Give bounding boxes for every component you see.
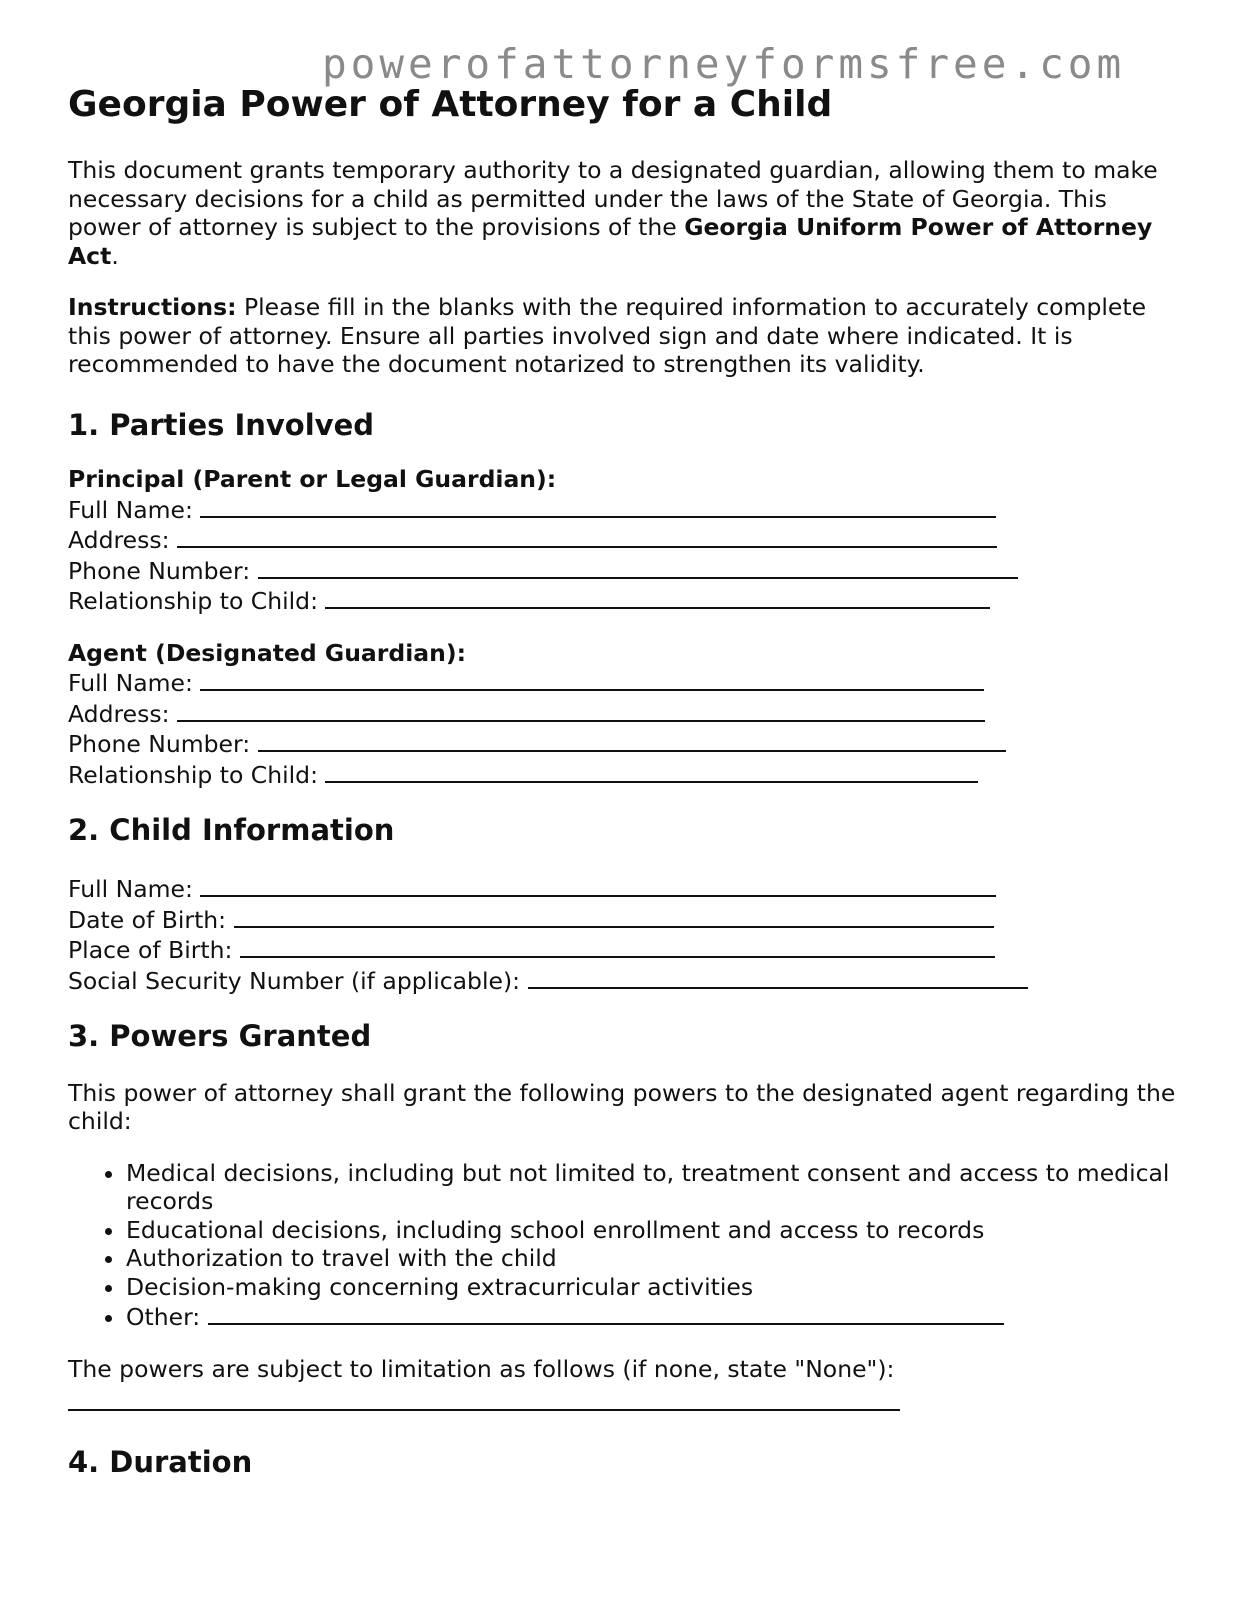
powers-item-other-label: Other: <box>126 1303 201 1332</box>
agent-phone-label: Phone Number: <box>68 730 251 759</box>
agent-full-name-blank[interactable] <box>200 667 984 691</box>
instructions-paragraph <box>68 293 1178 379</box>
agent-relationship-field <box>68 759 1178 790</box>
child-full-name-blank[interactable] <box>200 873 996 897</box>
child-dob-blank[interactable] <box>234 904 994 928</box>
child-pob-label: Place of Birth: <box>68 936 233 965</box>
agent-phone-field <box>68 728 1178 759</box>
powers-other-blank[interactable] <box>208 1301 1004 1325</box>
instructions-label: Instructions: <box>68 293 237 321</box>
agent-block <box>68 639 1178 790</box>
powers-item-other <box>126 1301 1178 1332</box>
principal-heading: Principal (Parent or Legal Guardian): <box>68 465 557 494</box>
principal-relationship-field <box>68 585 1178 616</box>
principal-relationship-blank[interactable] <box>325 585 990 609</box>
principal-full-name-field <box>68 494 1178 525</box>
watermark: powerofattorneyformsfree.com <box>322 40 1126 88</box>
agent-address-label: Address: <box>68 699 170 728</box>
child-ssn-field <box>68 965 1178 996</box>
agent-address-field <box>68 698 1178 729</box>
child-ssn-blank[interactable] <box>528 965 1028 989</box>
instructions-text: Please fill in the blanks with the required information to accurately complete this power of attorney. Ensure all parties involved sign and date where indicated. It is recommended to have the document notarized to strengthen its validity. <box>68 293 1147 378</box>
powers-list <box>68 1159 1178 1332</box>
document-title: Georgia Power of Attorney for a Child <box>68 84 833 125</box>
agent-full-name-label: Full Name: <box>68 669 193 698</box>
powers-item-educational: • Educational decisions, including school enrollment and access to records <box>126 1216 1178 1245</box>
principal-phone-field <box>68 555 1178 586</box>
agent-relationship-label: Relationship to Child: <box>68 760 318 789</box>
powers-item-travel: • Authorization to travel with the child <box>126 1244 1178 1273</box>
child-ssn-label: Social Security Number (if applicable): <box>68 966 521 995</box>
intro-paragraph <box>68 156 1178 270</box>
section-parties-heading: 1. Parties Involved <box>68 407 375 442</box>
principal-address-blank[interactable] <box>177 524 997 548</box>
principal-phone-blank[interactable] <box>258 555 1018 579</box>
limitation-field <box>68 1387 1178 1415</box>
powers-item-medical: • Medical decisions, including but not limited to, treatment consent and access to medical records <box>126 1159 1178 1216</box>
principal-relationship-label: Relationship to Child: <box>68 587 318 616</box>
powers-intro: This power of attorney shall grant the following powers to the designated agent regarding the child: <box>68 1078 1176 1136</box>
agent-heading: Agent (Designated Guardian): <box>68 638 466 667</box>
agent-phone-blank[interactable] <box>258 728 1006 752</box>
child-full-name-field <box>68 873 1178 904</box>
document-page <box>68 82 1178 1480</box>
principal-phone-label: Phone Number: <box>68 556 251 585</box>
child-dob-label: Date of Birth: <box>68 905 227 934</box>
limitation-text: The powers are subject to limitation as follows (if none, state "None"): <box>68 1354 895 1383</box>
principal-full-name-label: Full Name: <box>68 495 193 524</box>
principal-full-name-blank[interactable] <box>200 494 996 518</box>
intro-end: . <box>111 241 119 270</box>
child-pob-blank[interactable] <box>240 934 995 958</box>
principal-address-field <box>68 524 1178 555</box>
child-dob-field <box>68 904 1178 935</box>
child-pob-field <box>68 934 1178 965</box>
agent-address-blank[interactable] <box>177 698 985 722</box>
principal-block <box>68 465 1178 616</box>
limitation-blank[interactable] <box>68 1387 900 1411</box>
agent-relationship-blank[interactable] <box>325 759 978 783</box>
section-child-heading: 2. Child Information <box>68 813 395 848</box>
section-powers-heading: 3. Powers Granted <box>68 1019 372 1054</box>
powers-item-extracurricular: • Decision-making concerning extracurricular activities <box>126 1273 1178 1302</box>
intro-act-name: Georgia Uniform Power of Attorney Act <box>68 213 1153 270</box>
child-block <box>68 873 1178 995</box>
intro-text: This document grants temporary authority to a designated guardian, allowing them to make necessary decisions for a child as permitted under the laws of the State of Georgia. This power of attorney is subject to the provisions of the <box>68 156 1158 241</box>
principal-address-label: Address: <box>68 526 170 555</box>
child-full-name-label: Full Name: <box>68 875 193 904</box>
section-duration-heading: 4. Duration <box>68 1445 253 1480</box>
agent-full-name-field <box>68 667 1178 698</box>
